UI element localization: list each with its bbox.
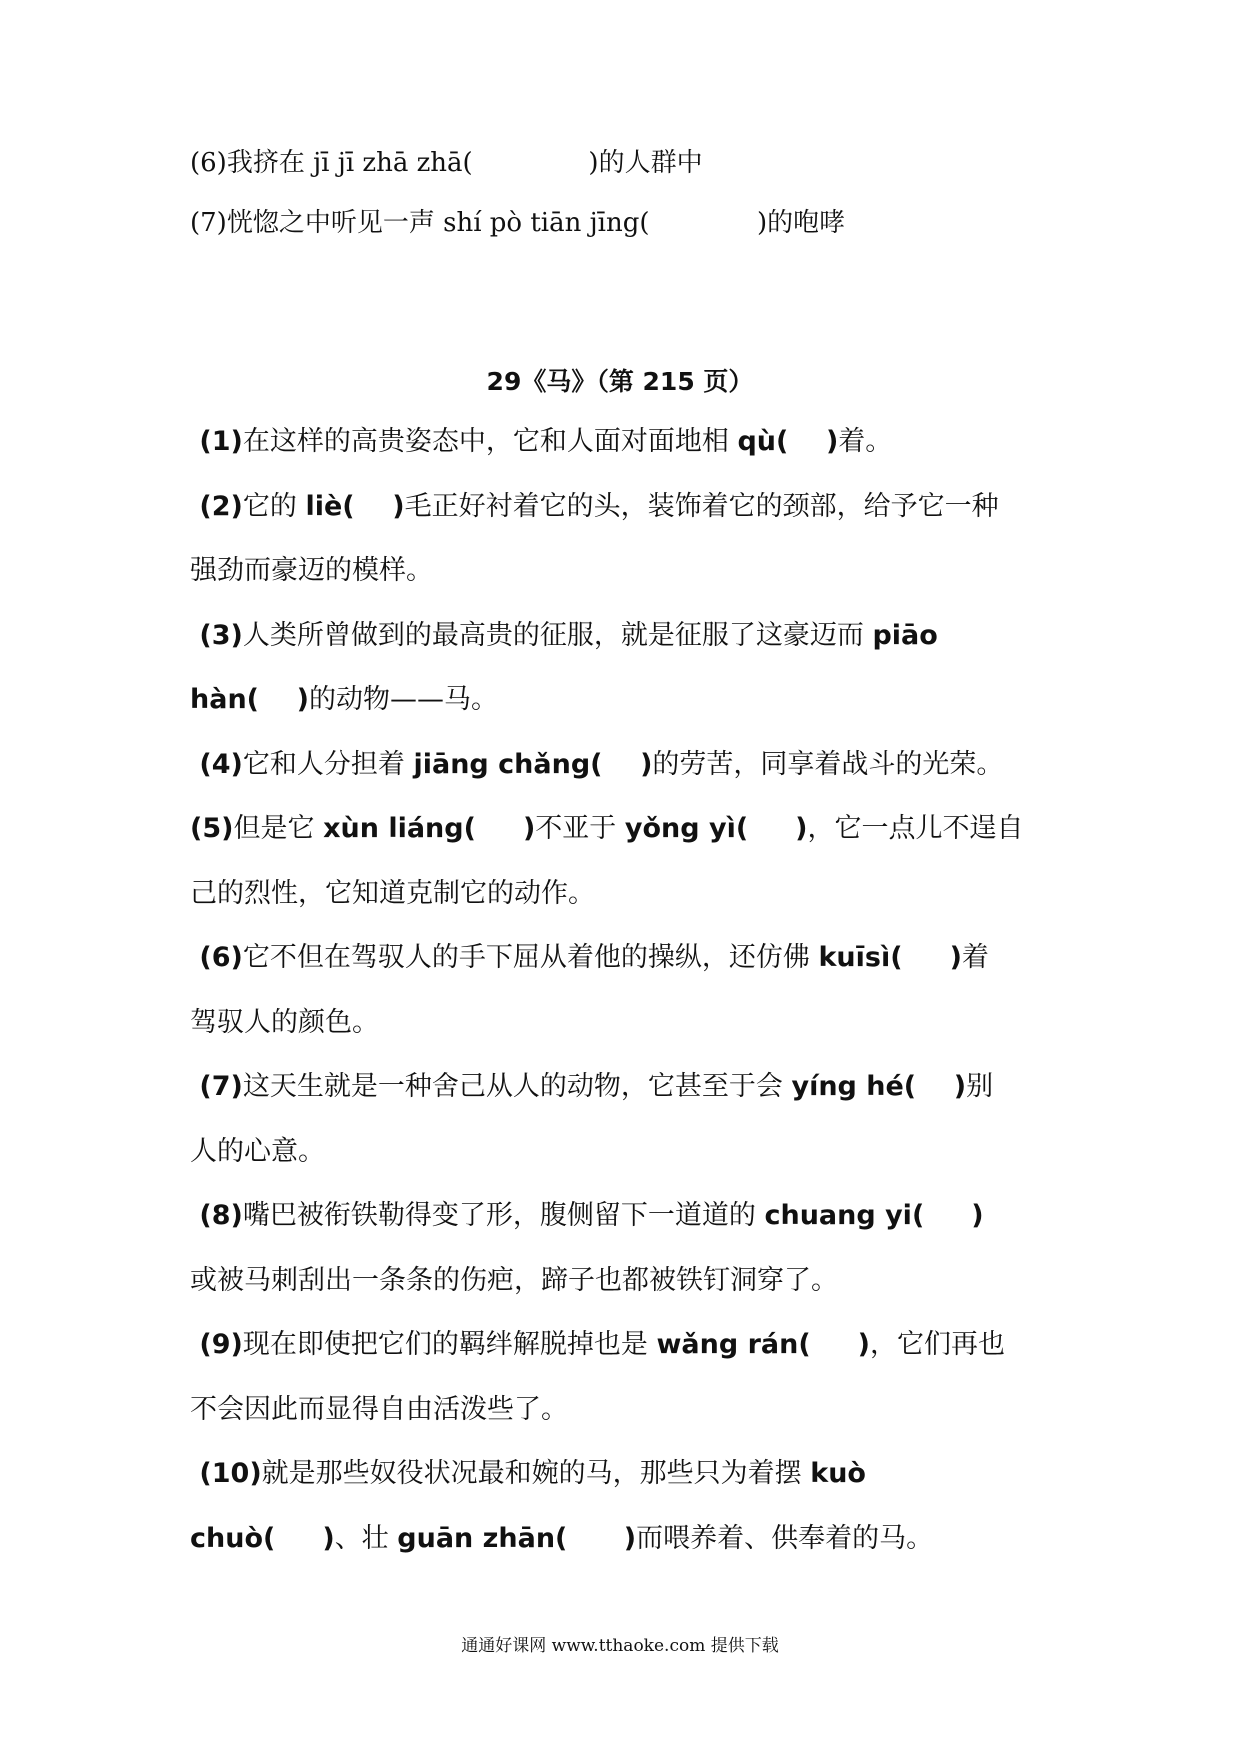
item-text: 不会因此而显得自由活泼些了。 — [190, 1394, 568, 1425]
exercise-9-line-1 — [190, 1325, 1005, 1365]
pinyin-prompt: piāo — [872, 620, 938, 651]
exercise-2-line-2 — [190, 551, 433, 591]
item-text: )的人群中 — [588, 148, 703, 178]
item-text: 的劳苦，同享着战斗的光荣。 — [652, 749, 1004, 780]
item-text: 我挤在 — [226, 148, 314, 178]
item-number: (7) — [190, 1071, 243, 1102]
item-number: (7) — [190, 208, 227, 238]
exercise-2-line-1 — [190, 487, 999, 527]
exercise-5-line-1 — [190, 809, 1024, 849]
item-number: (8) — [190, 1200, 243, 1231]
exercise-1-line-1 — [190, 422, 892, 462]
exercise-7-line-2 — [190, 1132, 325, 1172]
item-text: 但是它 — [233, 813, 324, 844]
exercise-9-line-2 — [190, 1390, 568, 1430]
pinyin-prompt: qù( ) — [737, 426, 839, 457]
item-number: (6) — [190, 148, 227, 178]
exercise-10-line-1 — [190, 1454, 866, 1494]
pinyin-prompt: kuò — [810, 1458, 866, 1489]
exercise-6-line-1 — [190, 938, 989, 978]
item-text: 毛正好衬着它的头，装饰着它的颈部，给予它一种 — [404, 491, 999, 522]
exercise-10-line-2 — [190, 1519, 933, 1559]
item-number: (10) — [190, 1458, 262, 1489]
item-text: 就是那些奴役状况最和婉的马，那些只为着摆 — [261, 1458, 811, 1489]
item-text: 着。 — [838, 426, 893, 457]
pinyin-prompt: jiāng chǎng( ) — [413, 749, 653, 780]
item-number: (3) — [190, 620, 243, 651]
footer-watermark: 通通好课网 www.tthaoke.com 提供下载 — [461, 1636, 779, 1656]
pinyin-prompt: guān zhān( ) — [397, 1523, 637, 1554]
pinyin: jī jī zhā zhā( — [313, 148, 473, 178]
pinyin-prompt: yǒng yì( ) — [624, 813, 808, 844]
exercise-8-line-1 — [190, 1196, 984, 1236]
item-text: 强劲而豪迈的模样。 — [190, 555, 433, 586]
exercise-7-line-1 — [190, 1067, 993, 1107]
pinyin-prompt: wǎng rán( ) — [656, 1329, 871, 1360]
item-text: 人类所曾做到的最高贵的征服，就是征服了这豪迈而 — [242, 620, 873, 651]
pinyin-prompt: chuang yi( ) — [764, 1200, 984, 1231]
item-text: 它不但在驾驭人的手下屈从着他的操纵，还仿佛 — [242, 942, 819, 973]
item-text: ，它们再也 — [870, 1329, 1006, 1360]
item-text: 它和人分担着 — [242, 749, 414, 780]
answer-blank — [473, 148, 589, 178]
item-text: )的咆哮 — [756, 208, 846, 238]
answer-blank — [650, 208, 757, 238]
exercise-6-line-2 — [190, 1003, 379, 1043]
item-text: ，它一点儿不逞自 — [807, 813, 1024, 844]
pinyin-prompt: kuīsì( ) — [818, 942, 962, 973]
exercise-5-line-2 — [190, 874, 595, 914]
exercise-4-line-1 — [190, 745, 1003, 785]
item-number: (6) — [190, 942, 243, 973]
item-text: 现在即使把它们的羁绊解脱掉也是 — [242, 1329, 657, 1360]
pinyin-prompt: hàn( ) — [190, 684, 309, 715]
item-text: 这天生就是一种舍己从人的动物，它甚至于会 — [242, 1071, 792, 1102]
pinyin-prompt: liè( ) — [305, 491, 405, 522]
item-text: 恍惚之中听见一声 — [226, 208, 444, 238]
item-text: 着 — [961, 942, 989, 973]
item-number: (5) — [190, 813, 234, 844]
item-text: 别 — [966, 1071, 994, 1102]
item-text: 、壮 — [334, 1523, 398, 1554]
item-number: (4) — [190, 749, 243, 780]
item-text: 己的烈性，它知道克制它的动作。 — [190, 878, 595, 909]
exercise-8-line-2 — [190, 1261, 838, 1301]
pinyin-prompt: chuò( ) — [190, 1523, 335, 1554]
item-text: 在这样的高贵姿态中，它和人面对面地相 — [242, 426, 738, 457]
prev-item-7 — [190, 203, 845, 243]
pinyin-prompt: yíng hé( ) — [791, 1071, 967, 1102]
item-number: (1) — [190, 426, 243, 457]
prev-item-6 — [190, 143, 703, 183]
exercise-3-line-2 — [190, 680, 498, 720]
item-text: 或被马刺刮出一条条的伤疤，蹄子也都被铁钉洞穿了。 — [190, 1265, 838, 1296]
item-text: 人的心意。 — [190, 1136, 325, 1167]
exercise-3-line-1 — [190, 616, 938, 656]
item-text: 它的 — [242, 491, 306, 522]
pinyin: shí pò tiān jīng( — [443, 208, 650, 238]
item-number: (2) — [190, 491, 243, 522]
item-text: 的动物——马。 — [308, 684, 498, 715]
section-title: 29《马》（第 215 页） — [486, 367, 754, 396]
pinyin-prompt: xùn liáng( ) — [323, 813, 536, 844]
item-text: 嘴巴被衔铁勒得变了形，腹侧留下一道道的 — [242, 1200, 765, 1231]
item-number: (9) — [190, 1329, 243, 1360]
item-text: 不亚于 — [535, 813, 625, 844]
item-text: 而喂养着、供奉着的马。 — [636, 1523, 934, 1554]
item-text: 驾驭人的颜色。 — [190, 1007, 379, 1038]
